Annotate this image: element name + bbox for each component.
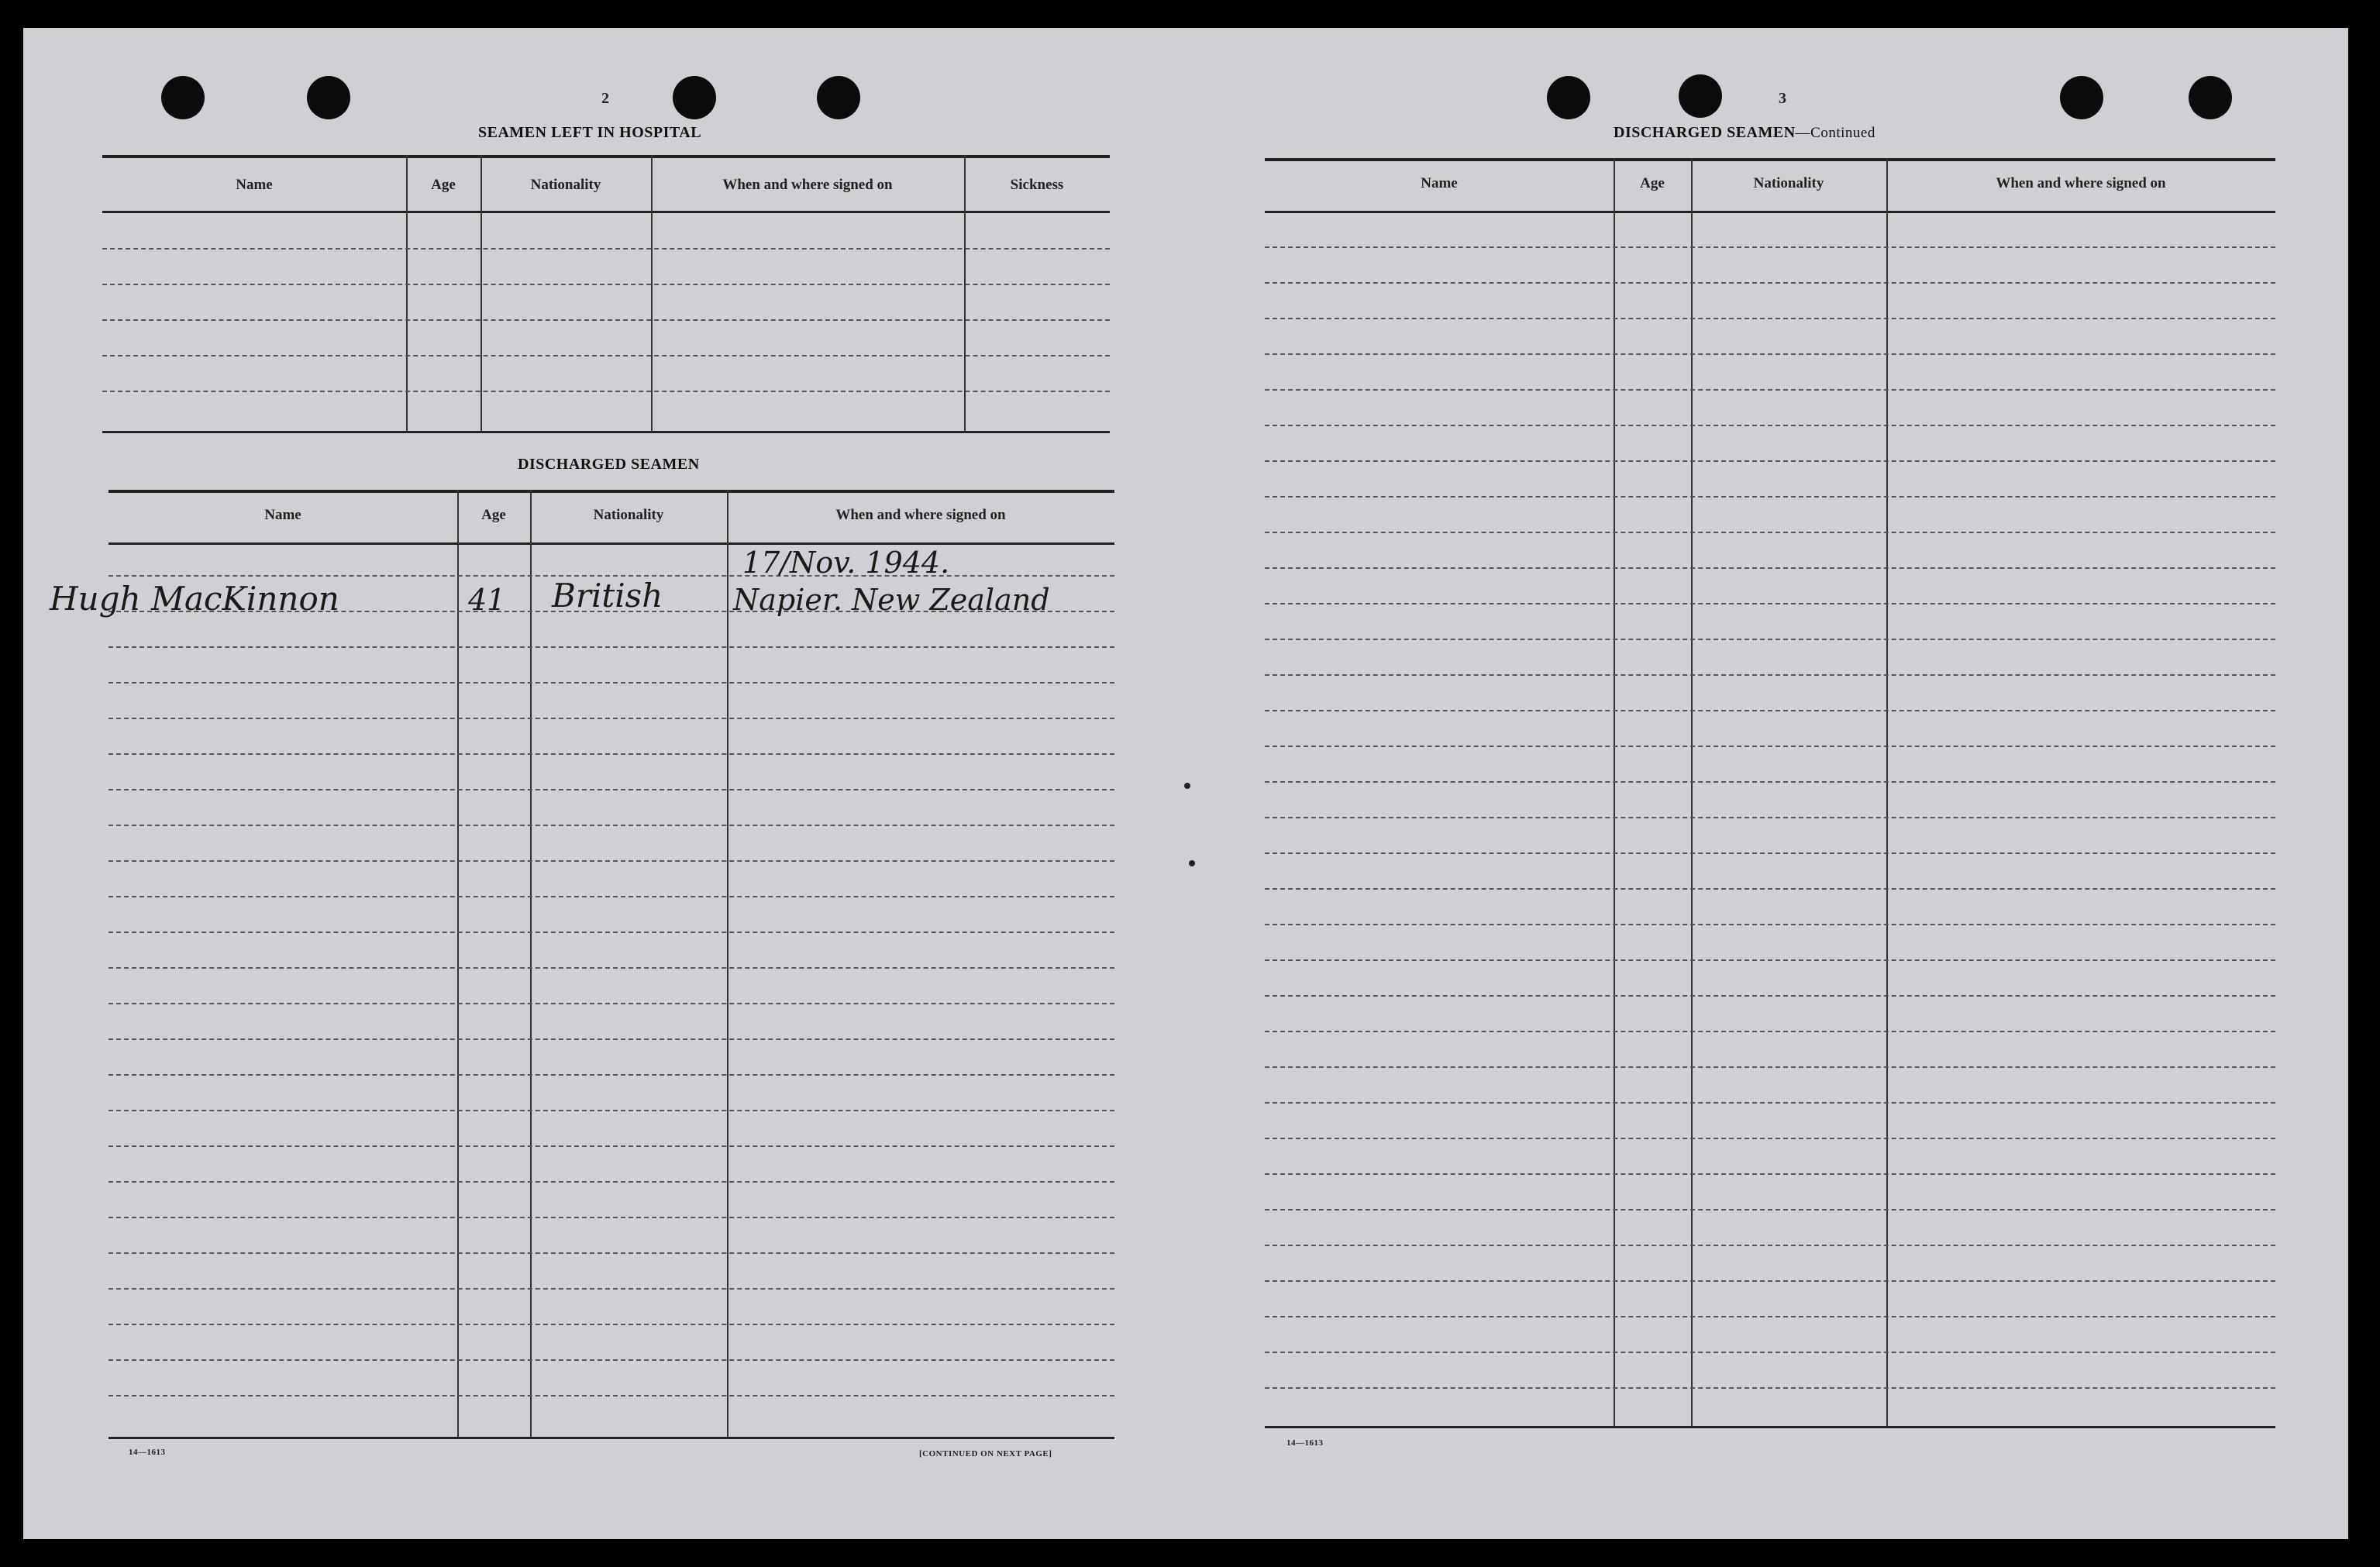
discharged-continued-title-main: DISCHARGED SEAMEN [1614, 124, 1796, 141]
form-number-right: 14—1613 [1286, 1438, 1324, 1448]
punch-hole [1547, 76, 1590, 119]
discharged-table-title: DISCHARGED SEAMEN [518, 456, 700, 473]
discharged-table [108, 490, 1114, 1440]
discharged-header-nationality: Nationality [593, 507, 664, 523]
hospital-header-sickness: Sickness [1010, 177, 1064, 193]
continued-header-name: Name [1421, 175, 1458, 191]
handwritten-name: Hugh MacKinnon [50, 580, 339, 618]
punch-hole [1679, 74, 1722, 118]
handwritten-nationality: British [552, 577, 663, 615]
punch-hole [307, 76, 350, 119]
binding-mark [1189, 860, 1195, 866]
punch-hole [2060, 76, 2103, 119]
page-number-right: 3 [1779, 90, 1786, 107]
hospital-header-name: Name [236, 177, 273, 193]
continued-header-age: Age [1640, 175, 1665, 191]
binding-mark [1184, 783, 1190, 789]
punch-hole [817, 76, 860, 119]
continued-header-signed-on: When and where signed on [1996, 175, 2166, 191]
hospital-table-title: SEAMEN LEFT IN HOSPITAL [478, 124, 702, 141]
discharged-continued-title-suffix: —Continued [1795, 125, 1875, 141]
continued-header-nationality: Nationality [1753, 175, 1824, 191]
handwritten-signed-on-place: Napier. New Zealand [733, 583, 1050, 617]
discharged-header-signed-on: When and where signed on [835, 507, 1006, 523]
punch-hole [2189, 76, 2232, 119]
hospital-header-age: Age [431, 177, 456, 193]
hospital-table [102, 155, 1110, 434]
discharged-header-age: Age [481, 507, 506, 523]
punch-hole [673, 76, 716, 119]
handwritten-signed-on-date: 17/Nov. 1944. [742, 546, 950, 580]
discharged-continued-table [1265, 158, 2275, 1429]
page-number-left: 2 [601, 90, 609, 107]
handwritten-age: 41 [468, 583, 506, 617]
punch-hole [161, 76, 205, 119]
discharged-continued-title [1614, 124, 1875, 142]
form-number-left: 14—1613 [129, 1448, 166, 1457]
discharged-header-name: Name [264, 507, 301, 523]
hospital-header-nationality: Nationality [530, 177, 601, 193]
continued-note: [CONTINUED ON NEXT PAGE] [919, 1449, 1052, 1459]
hospital-header-signed-on: When and where signed on [722, 177, 893, 193]
